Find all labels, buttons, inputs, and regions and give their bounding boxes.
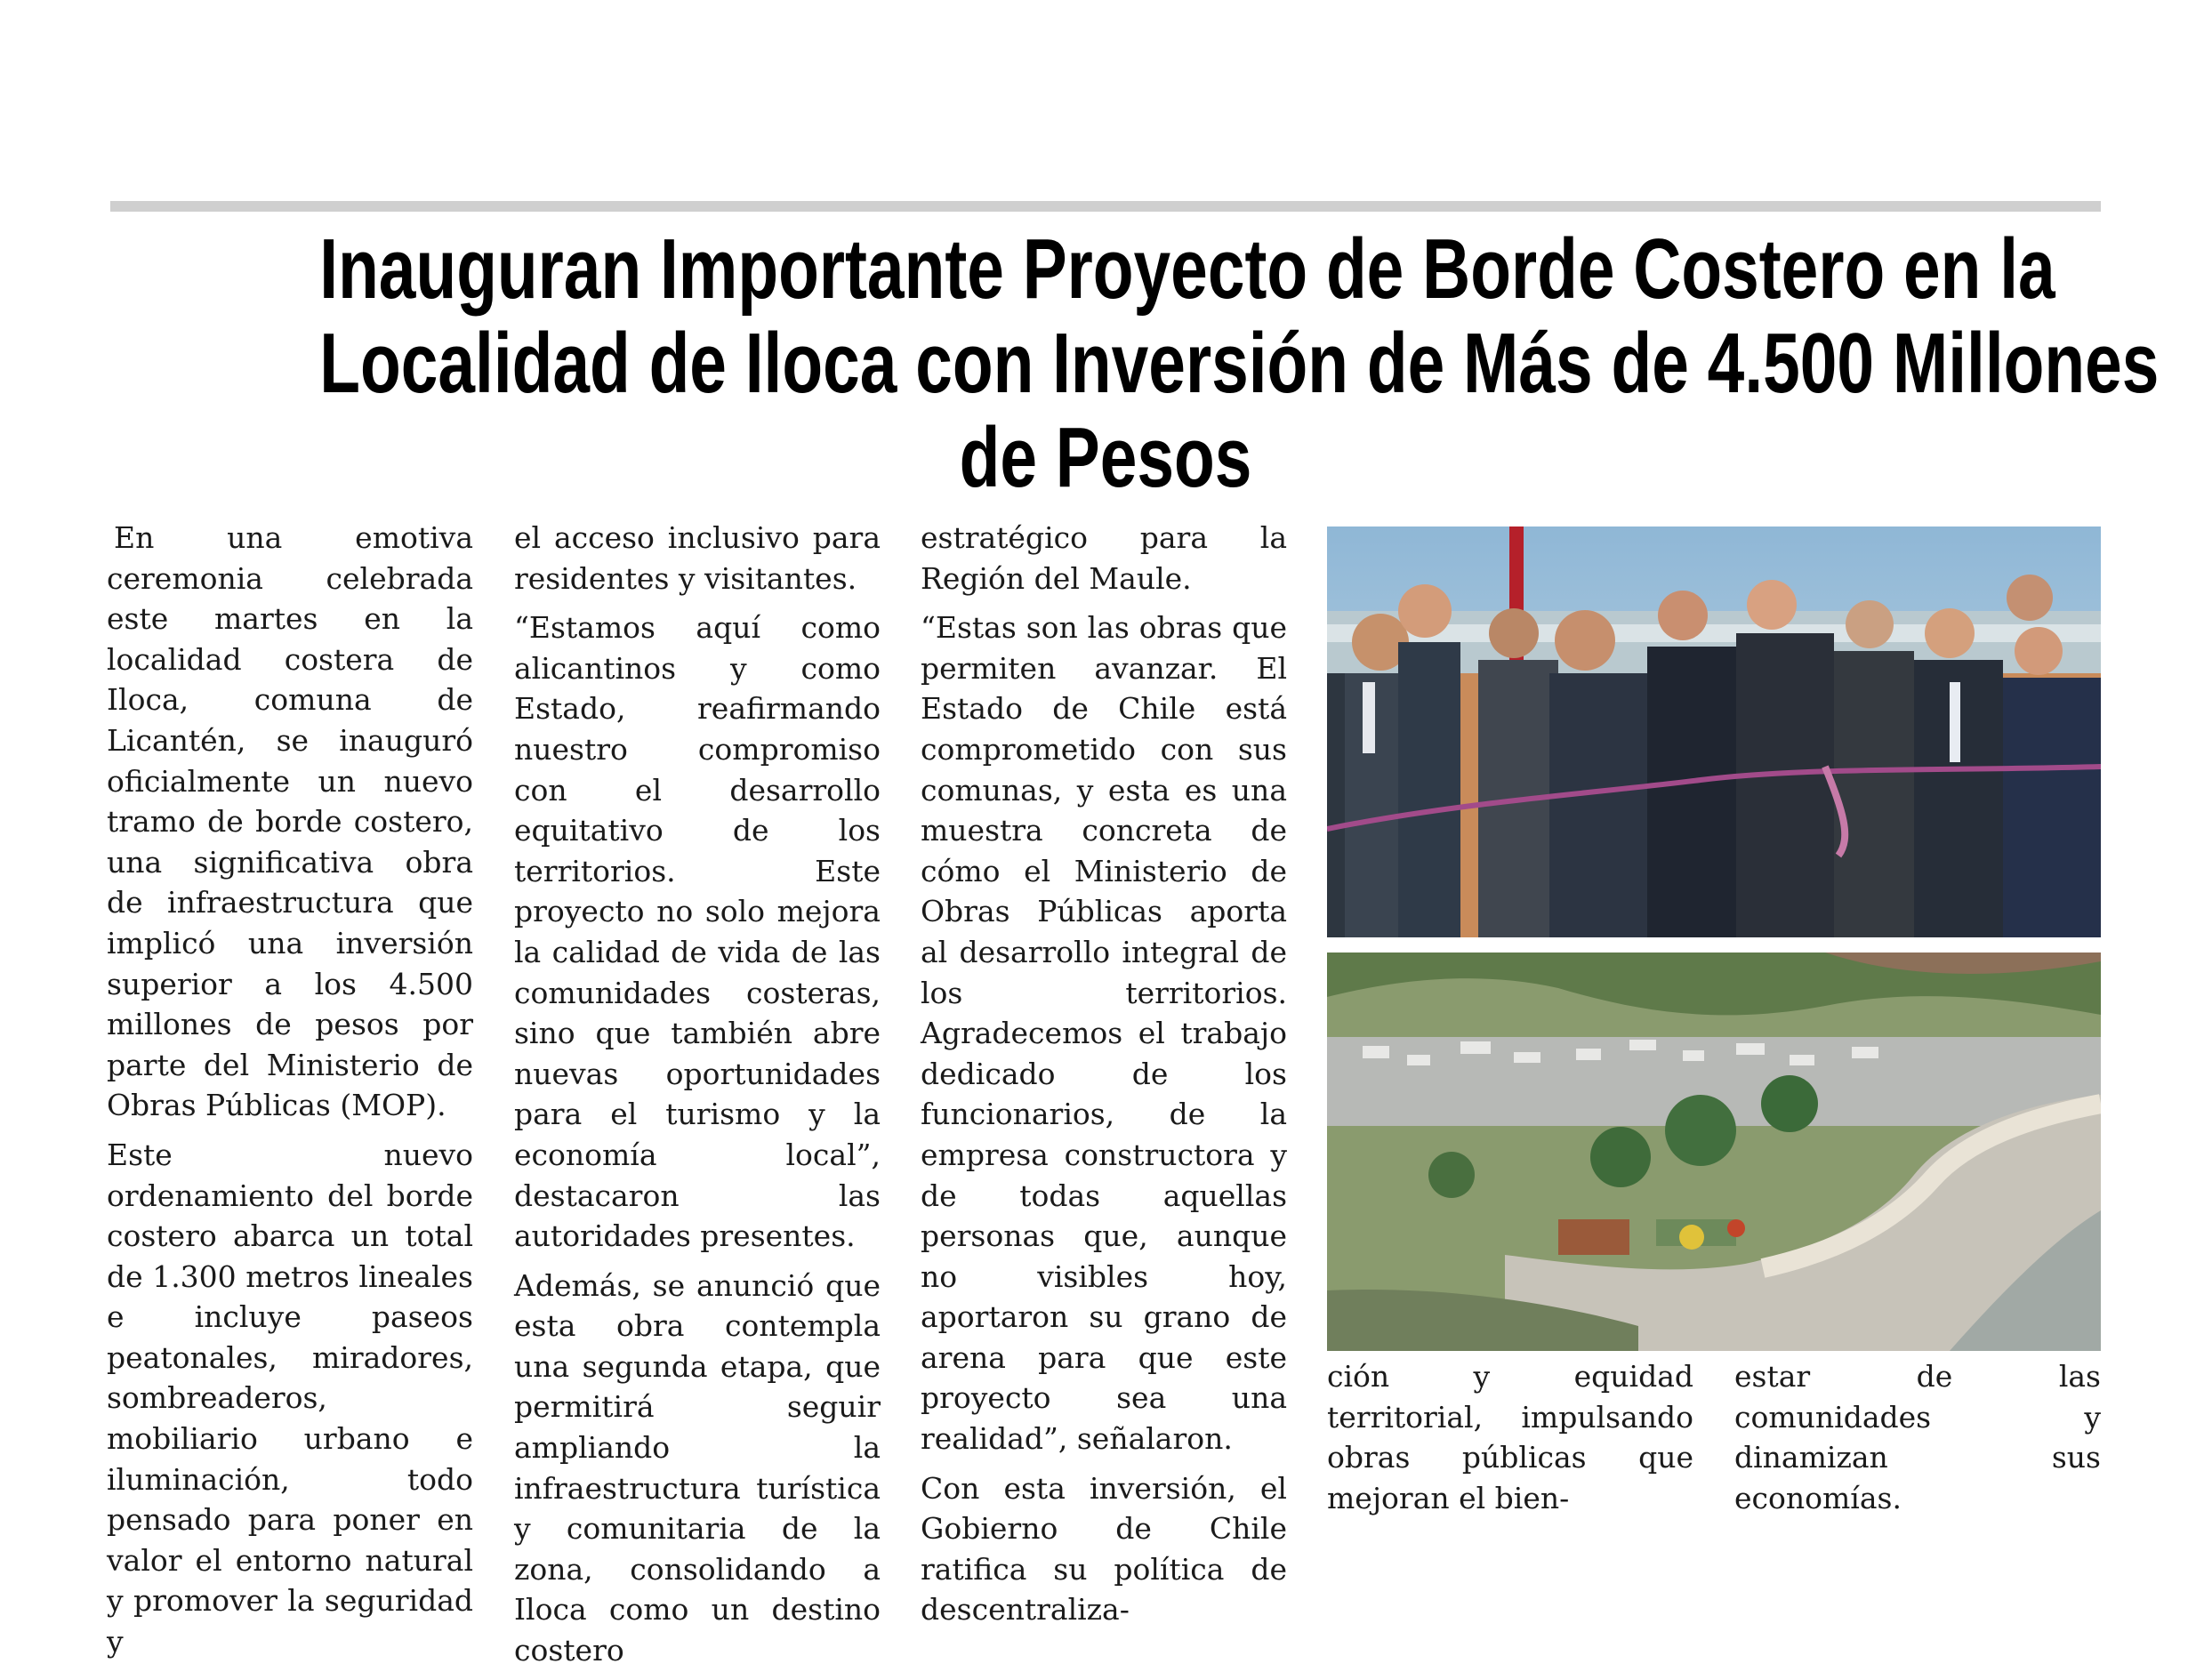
paragraph: Además, se anunció que esta obra contempla una segunda etapa, que permitirá seguir ampliando la infraestructura turística y comunitaria de la zona, consolidando a Iloca como un destino costero bbox=[514, 1267, 881, 1668]
headline-line-2: Localidad de Iloca con Inversión de Más de 4.500 Millones bbox=[319, 316, 2160, 411]
ribbon-cutting-photo bbox=[1327, 527, 2101, 937]
headline-line-1: Inauguran Importante Proyecto de Borde Costero en la bbox=[319, 221, 2055, 317]
paragraph: el acceso inclusivo para residentes y visitantes. bbox=[514, 520, 881, 596]
article-column-4 bbox=[1327, 1356, 1693, 1527]
article-column-1 bbox=[107, 518, 473, 1671]
paragraph: Este nuevo ordenamiento del borde costero abarca un total de 1.300 metros lineales e incluye paseos peatonales, miradores, sombreaderos, mobiliario urbano e iluminación, todo pensado para poner en valor el entorno natural y promover la seguridad y bbox=[107, 1137, 473, 1660]
article-headline bbox=[319, 221, 2160, 505]
paragraph: En una emotiva ceremonia celebrada este martes en la localidad costera de Iloca, comuna de Licantén, se inauguró oficialmente un nuevo tramo de borde costero, una significativa obra de infraestructura que implicó una inversión superior a los 4.500 millones de pesos por parte del Ministerio de Obras Públicas (MOP). bbox=[107, 520, 473, 1123]
article-column-5 bbox=[1734, 1356, 2101, 1527]
top-rule bbox=[110, 201, 2101, 212]
paragraph: estratégico para la Región del Maule. bbox=[921, 520, 1287, 596]
headline-line-3: de Pesos bbox=[959, 410, 1252, 505]
article-column-3 bbox=[921, 518, 1287, 1639]
paragraph: “Estamos aquí como alicantinos y como Estado, reafirmando nuestro compromiso con el desarrollo equitativo de los territorios. Este proyecto no solo mejora la calidad de vida de las comunidades costeras, sino que también abre nuevas oportunidades para el turismo y la economía local”, destacaron las autoridades presentes. bbox=[514, 610, 881, 1254]
ribbon-cutting-illustration bbox=[1327, 527, 2101, 937]
aerial-coastline-illustration bbox=[1327, 953, 2101, 1351]
article-column-2 bbox=[514, 518, 881, 1680]
aerial-coastline-photo bbox=[1327, 953, 2101, 1351]
paragraph: Con esta inversión, el Gobierno de Chile ratifica su política de descentraliza- bbox=[921, 1470, 1287, 1628]
paragraph: estar de las comunidades y dinamizan sus economías. bbox=[1734, 1359, 2101, 1515]
paragraph: “Estas son las obras que permiten avanzar. El Estado de Chile está comprometido con sus comunas, y esta es una muestra concreta de cómo el Ministerio de Obras Públicas aporta al desarrollo integral de los territorios. Agradecemos el trabajo dedicado de los funcionarios, de la empresa constructora y de todas aquellas personas que, aunque no visibles hoy, aportaron su grano de arena para que este proyecto sea una realidad”, señalaron. bbox=[921, 610, 1287, 1457]
paragraph: ción y equidad territorial, impulsando obras públicas que mejoran el bien- bbox=[1327, 1359, 1693, 1515]
